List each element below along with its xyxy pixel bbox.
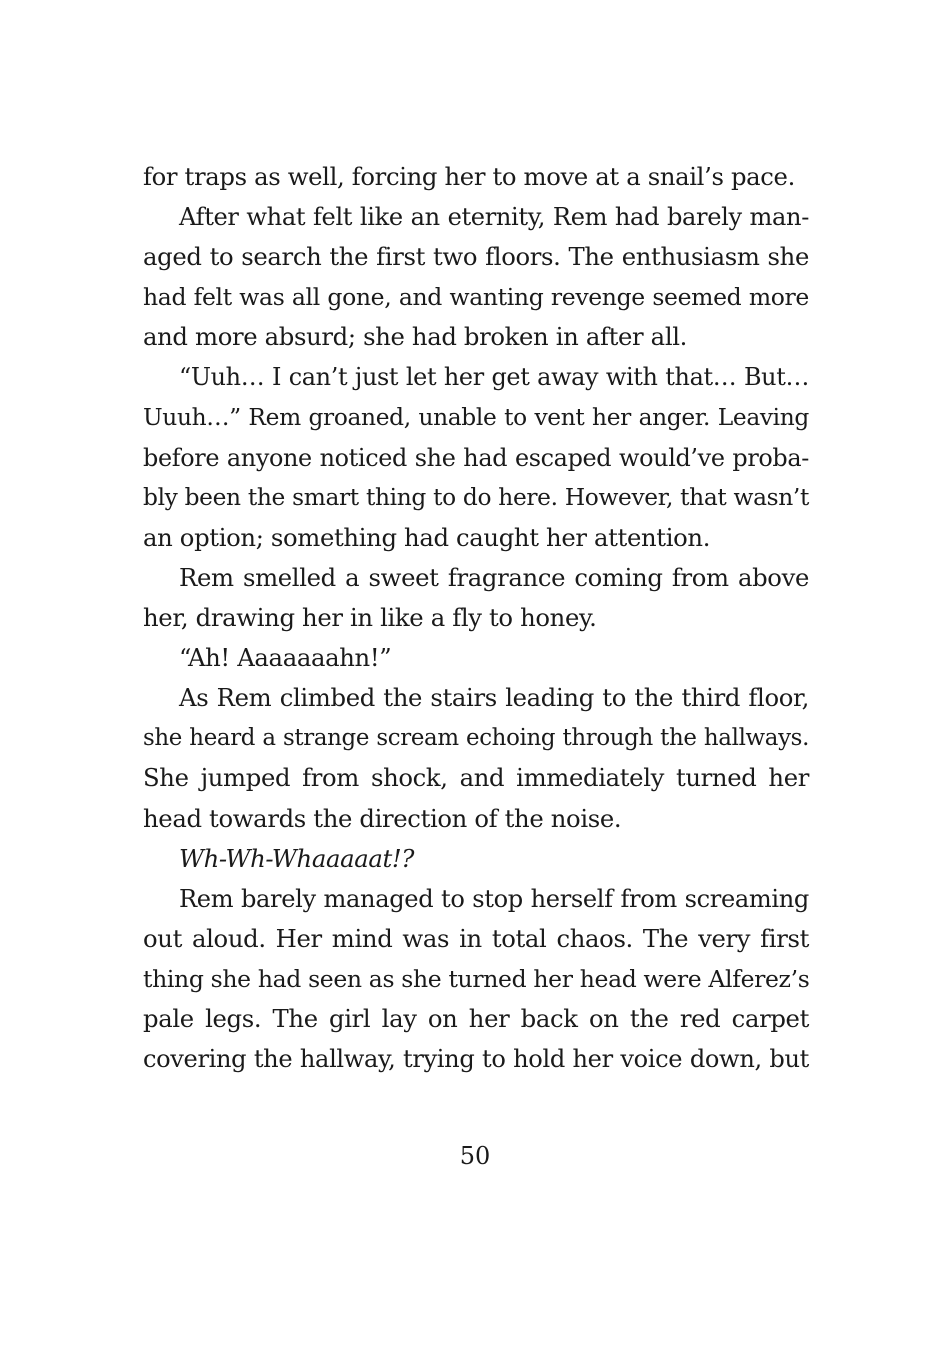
page-number: 50 xyxy=(459,1142,491,1170)
text-line: Uuuh…” Rem groaned, unable to vent her anger. Leaving xyxy=(143,403,809,431)
text-line: Rem smelled a sweet fragrance coming from above xyxy=(179,562,809,592)
body-text xyxy=(143,157,809,1079)
text-line: pale legs. The girl lay on her back on the red carpet xyxy=(143,1003,809,1033)
text-line: out aloud. Her mind was in total chaos. The very first xyxy=(143,923,809,953)
text-line: and more absurd; she had broken in after all. xyxy=(143,322,688,352)
text-line: had felt was all gone, and wanting revenge seemed more xyxy=(143,283,809,312)
text-line: As Rem climbed the stairs leading to the third floor, xyxy=(179,683,809,713)
text-line: head towards the direction of the noise. xyxy=(143,803,622,833)
text-line: her, drawing her in like a fly to honey. xyxy=(143,603,597,633)
text-line: bly been the smart thing to do here. However, that wasn’t xyxy=(143,483,809,511)
text-line: thing she had seen as she turned her head were Alferez’s xyxy=(143,964,810,993)
text-line: After what felt like an eternity, Rem had barely man- xyxy=(179,203,809,232)
text-line: She jumped from shock, and immediately turned her xyxy=(143,763,809,793)
text-line: aged to search the first two floors. The enthusiasm she xyxy=(143,242,809,272)
text-line: Rem barely managed to stop herself from screaming xyxy=(179,884,809,913)
text-line: an option; something had caught her attention. xyxy=(143,522,711,552)
text-line: “Ah! Aaaaaaahn!” xyxy=(179,643,392,673)
text-line: “Uuh… I can’t just let her get away with that… But… xyxy=(179,363,809,392)
text-line: covering the hallway, trying to hold her voice down, but xyxy=(143,1045,809,1074)
text-line: she heard a strange scream echoing through the hallways. xyxy=(143,725,809,752)
text-line: before anyone noticed she had escaped would’ve proba- xyxy=(143,443,809,472)
text-line: for traps as well, forcing her to move at a snail’s pace. xyxy=(143,162,795,191)
text-line-italic: Wh-Wh-Whaaaaat!? xyxy=(179,843,415,873)
